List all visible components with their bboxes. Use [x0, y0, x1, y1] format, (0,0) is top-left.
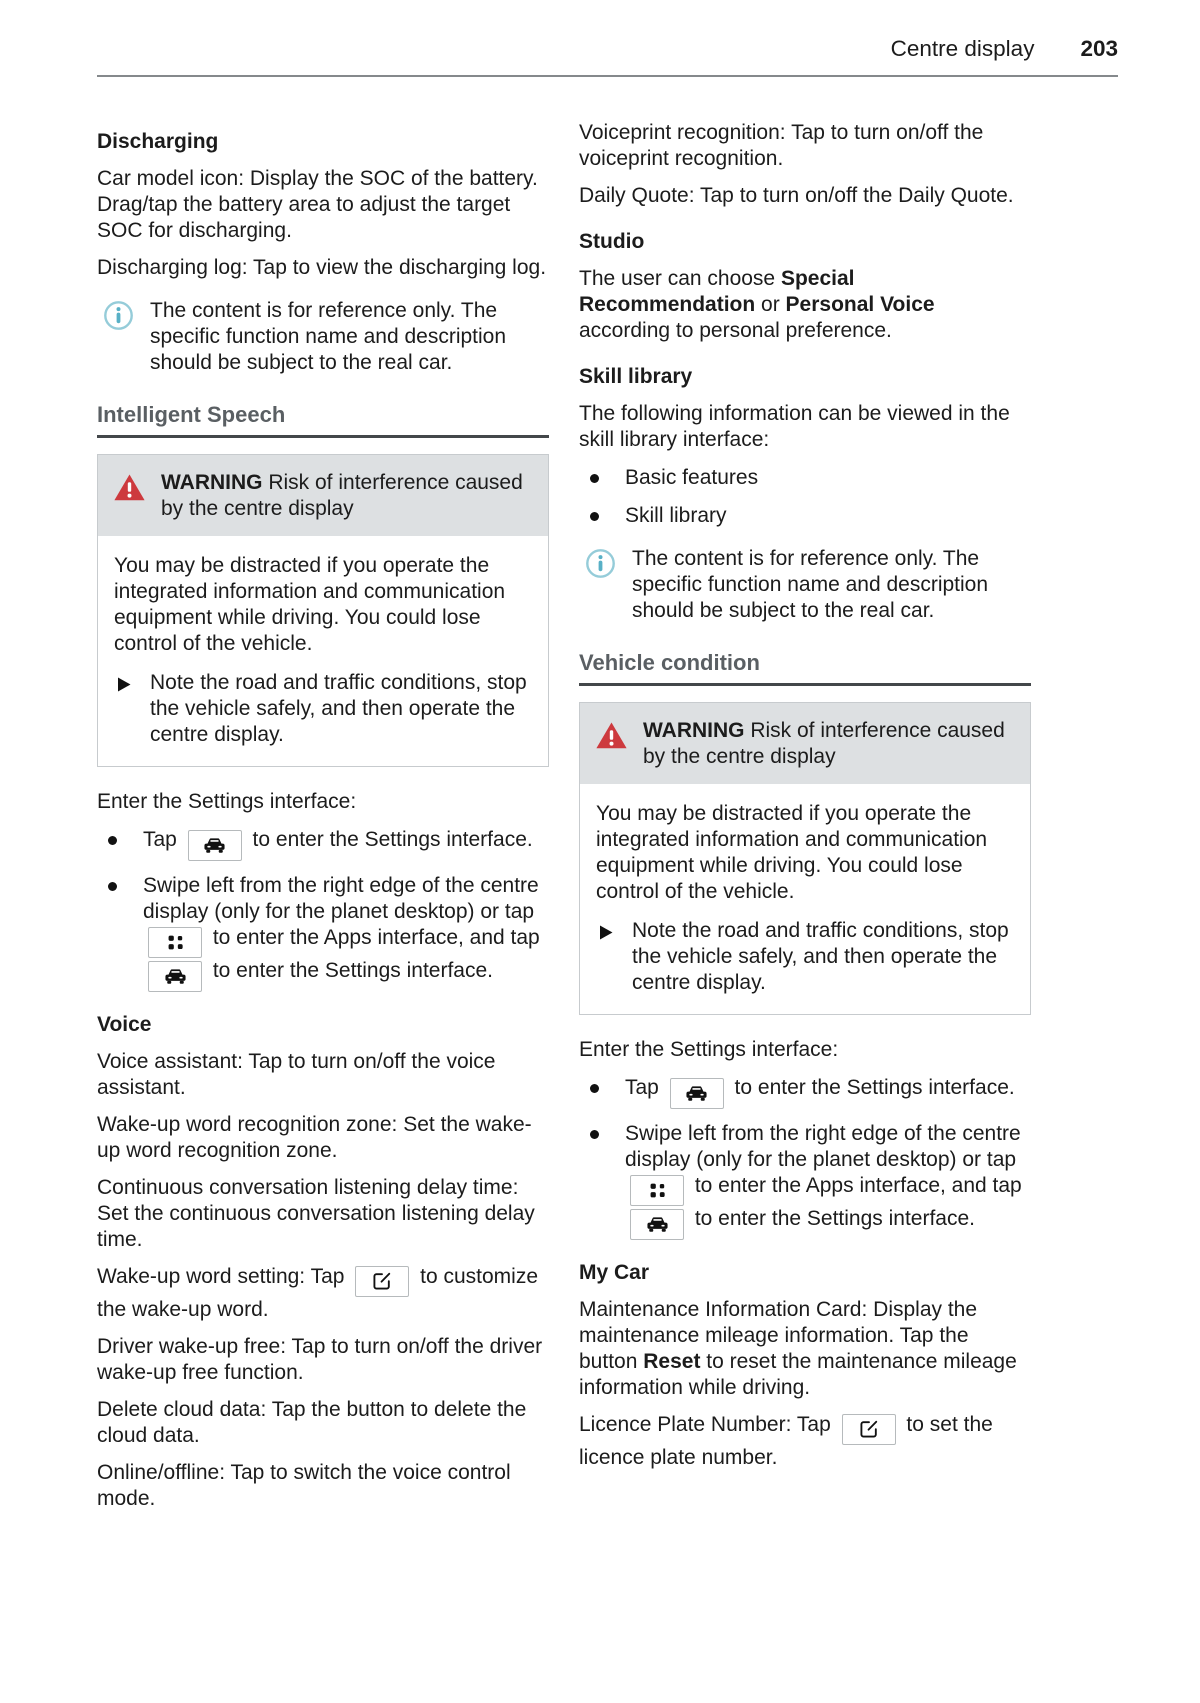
text-run: Discharging log: Tap to view the discharging log.: [97, 256, 547, 279]
bullet-text: [143, 827, 549, 861]
text-run: to enter the Settings interface.: [689, 1207, 976, 1230]
paragraph: [97, 1049, 549, 1101]
warning-body: [98, 536, 548, 766]
bullet-list: [97, 827, 549, 992]
text-run: to customize the wake-up word.: [97, 1265, 539, 1321]
text-run: according to personal preference.: [579, 319, 892, 342]
text-run: to enter the Apps interface, and tap: [207, 926, 540, 949]
bold-text: Special Recommendation: [579, 267, 855, 316]
car-settings-icon: [670, 1078, 724, 1109]
car-settings-icon: [148, 961, 202, 992]
bullet-text: [625, 1121, 1031, 1240]
warning-title-text: Risk of interference caused by the centre display: [643, 719, 1005, 768]
text-run: The user can choose: [579, 267, 781, 290]
warning-box: [579, 702, 1031, 1015]
text-run: to enter the Settings interface.: [728, 1076, 1015, 1099]
paragraph: [579, 183, 1031, 209]
apps-grid-icon: [630, 1175, 684, 1206]
text-run: Voiceprint recognition: Tap to turn on/off the voiceprint recognition.: [579, 121, 984, 170]
warning-header: [98, 455, 548, 536]
paragraph: [579, 1412, 1031, 1471]
section-heading-block: [579, 650, 1031, 686]
paragraph: [97, 789, 549, 815]
paragraph: [97, 1460, 549, 1512]
page-number: 203: [1080, 36, 1118, 61]
paragraph: [97, 1264, 549, 1323]
bullet-text: [625, 1075, 1031, 1109]
bullet-item: [579, 1075, 1031, 1109]
info-note-text: The content is for reference only. The specific function name and description should be subject to the real car.: [150, 299, 507, 374]
text-run: to enter the Settings interface.: [246, 828, 533, 851]
bullet-list: [579, 1075, 1031, 1240]
text-run: to set the licence plate number.: [579, 1413, 993, 1469]
bullet-text: [625, 465, 1031, 491]
bullet-dot-icon: [590, 1130, 599, 1139]
text-run: Delete cloud data: Tap the button to delete the cloud data.: [97, 1397, 527, 1447]
text-run: Wake-up word setting: Tap: [97, 1265, 351, 1288]
section-heading: Vehicle condition: [579, 650, 760, 675]
text-run: Tap: [143, 828, 183, 851]
text-run: Car model icon: Display the SOC of the battery. Drag/tap the battery area to adjust the target SOC for discharging.: [97, 167, 538, 242]
warning-header: [580, 703, 1030, 784]
text-run: Maintenance Information Card: Display the maintenance mileage information. Tap the button: [579, 1298, 978, 1373]
text-run: Swipe left from the right edge of the centre display (only for the planet desktop) or tap: [143, 874, 539, 923]
bullet-dot-icon: [590, 512, 599, 521]
text-run: Voice assistant: Tap to turn on/off the voice assistant.: [97, 1050, 496, 1099]
bullet-item: [97, 827, 549, 861]
warning-step: [598, 918, 1014, 996]
text-run: Enter the Settings interface:: [579, 1038, 839, 1061]
page-header: [97, 36, 1118, 62]
text-run: Continuous conversation listening delay time: Set the continuous conversation listening delay time.: [97, 1176, 535, 1251]
text-run: Basic features: [625, 466, 759, 489]
column-left: [97, 109, 549, 1523]
subsection-heading: Studio: [579, 230, 645, 253]
text-run: The following information can be viewed in the skill library interface:: [579, 402, 1010, 451]
warning-step-text: Note the road and traffic conditions, stop the vehicle safely, and then operate the centre display.: [632, 919, 1009, 994]
text-run: or: [755, 293, 786, 316]
subsection-heading: Discharging: [97, 130, 219, 153]
info-note-text: The content is for reference only. The specific function name and description should be subject to the real car.: [632, 547, 989, 622]
bullet-text: [143, 873, 549, 992]
text-run: Enter the Settings interface:: [97, 790, 357, 813]
info-note: [585, 546, 1031, 624]
warning-paragraph: You may be distracted if you operate the integrated information and communication equipment while driving. You could lose control of the vehicle.: [596, 802, 988, 903]
text-run: Online/offline: Tap to switch the voice control mode.: [97, 1460, 511, 1510]
text-run: Tap: [625, 1076, 665, 1099]
subsection-heading: My Car: [579, 1261, 650, 1284]
warning-body: [580, 784, 1030, 1014]
text-run: Wake-up word recognition zone: Set the wake-up word recognition zone.: [97, 1113, 532, 1162]
subsection-heading: Skill library: [579, 365, 693, 388]
warning-step-text: Note the road and traffic conditions, stop the vehicle safely, and then operate the centre display.: [150, 671, 527, 746]
paragraph: [579, 401, 1031, 453]
bullet-list: [579, 465, 1031, 529]
bullet-dot-icon: [590, 474, 599, 483]
subsection-heading: Voice: [97, 1013, 152, 1036]
bullet-dot-icon: [590, 1084, 599, 1093]
column-right: [579, 109, 1031, 1523]
warning-title-text: Risk of interference caused by the centre display: [161, 471, 523, 520]
bullet-item: [579, 503, 1031, 529]
paragraph: [97, 1334, 549, 1386]
text-run: Driver wake-up free: Tap to turn on/off the driver wake-up free function.: [97, 1334, 543, 1384]
bullet-item: [97, 873, 549, 992]
paragraph: [97, 255, 549, 281]
bold-text: Personal Voice: [785, 293, 935, 316]
bullet-text: [625, 503, 1031, 529]
info-circle-icon: [103, 298, 134, 376]
section-heading: Intelligent Speech: [97, 402, 286, 427]
bullet-item: [579, 465, 1031, 491]
warning-paragraph: You may be distracted if you operate the integrated information and communication equipment while driving. You could lose control of the vehicle.: [114, 554, 506, 655]
bullet-item: [579, 1121, 1031, 1240]
warning-keyword: WARNING: [643, 719, 745, 742]
text-run: to enter the Apps interface, and tap: [689, 1174, 1022, 1197]
paragraph: [97, 1397, 549, 1449]
paragraph: [579, 120, 1031, 172]
header-rule: [97, 75, 1118, 77]
apps-grid-icon: [148, 927, 202, 958]
paragraph: [579, 266, 1031, 344]
bold-text: Reset: [643, 1350, 701, 1373]
paragraph: [97, 166, 549, 244]
info-note: [103, 298, 549, 376]
info-circle-icon: [585, 546, 616, 624]
warning-keyword: WARNING: [161, 471, 263, 494]
text-run: Daily Quote: Tap to turn on/off the Daily Quote.: [579, 184, 1014, 207]
edit-pencil-icon: [355, 1266, 409, 1297]
text-run: Swipe left from the right edge of the centre display (only for the planet desktop) or tap: [625, 1122, 1021, 1171]
paragraph: [579, 1297, 1031, 1401]
warning-box: [97, 454, 549, 767]
edit-pencil-icon: [842, 1414, 896, 1445]
car-settings-icon: [630, 1209, 684, 1240]
paragraph: [579, 1037, 1031, 1063]
warning-title: [161, 470, 532, 522]
warning-triangle-icon: [595, 718, 628, 770]
warning-triangle-icon: [113, 470, 146, 522]
section-heading-block: [97, 402, 549, 438]
text-run: to reset the maintenance mileage information while driving.: [579, 1350, 1017, 1399]
header-section-title: Centre display: [890, 36, 1035, 61]
bullet-dot-icon: [108, 882, 117, 891]
warning-step: [116, 670, 532, 748]
play-arrow-icon: [116, 670, 134, 748]
two-column-layout: [97, 109, 1118, 1523]
text-run: to enter the Settings interface.: [207, 959, 494, 982]
warning-title: [643, 718, 1014, 770]
paragraph: [97, 1112, 549, 1164]
text-run: Skill library: [625, 504, 727, 527]
bullet-dot-icon: [108, 836, 117, 845]
text-run: Licence Plate Number: Tap: [579, 1413, 837, 1436]
car-settings-icon: [188, 830, 242, 861]
play-arrow-icon: [598, 918, 616, 996]
paragraph: [97, 1175, 549, 1253]
